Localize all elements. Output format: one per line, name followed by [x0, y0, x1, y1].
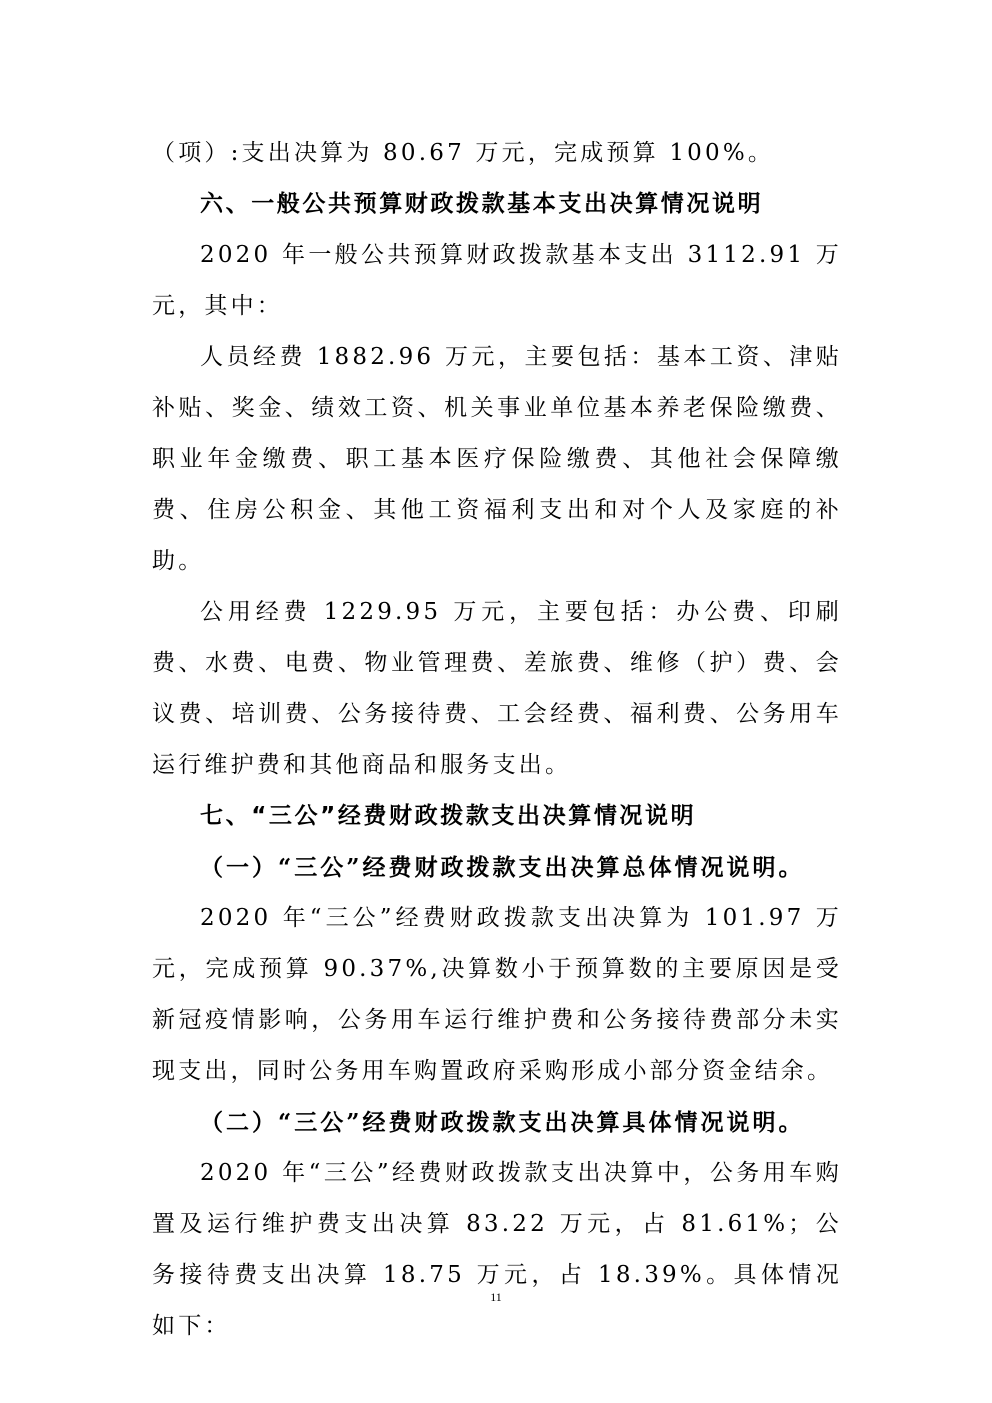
paragraph-three-public-detail: 2020 年“三公”经费财政拨款支出决算中，公务用车购置及运行维护费支出决算 83.22 万元，占 81.61%；公务接待费支出决算 18.75 万元，占 18.39%。具体情况如下： [152, 1160, 842, 1339]
paragraph-public-expenses: 公用经费 1229.95 万元，主要包括：办公费、印刷费、水费、电费、物业管理费、差旅费、维修（护）费、会议费、培训费、公务接待费、工会经费、福利费、公务用车运行维护费和其他商品和服务支出。 [152, 599, 842, 778]
paragraph-personnel-expenses: 人员经费 1882.96 万元，主要包括：基本工资、津贴补贴、奖金、绩效工资、机关事业单位基本养老保险缴费、职业年金缴费、职工基本医疗保险缴费、其他社会保障缴费、住房公积金、其他工资福利支出和对个人及家庭的补助。 [152, 344, 842, 574]
page-number: 11 [490, 1290, 502, 1304]
paragraph-basic-expenditure: 2020 年一般公共预算财政拨款基本支出 3112.91 万元，其中： [152, 242, 842, 319]
subsection-heading-1: （一）“三公”经费财政拨款支出决算总体情况说明。 [200, 854, 805, 881]
document-body [152, 128, 842, 1352]
paragraph-three-public-overall: 2020 年“三公”经费财政拨款支出决算为 101.97 万元，完成预算 90.37%,决算数小于预算数的主要原因是受新冠疫情影响，公务用车运行维护费和公务接待费部分未实现支出，同时公务用车购置政府采购形成小部分资金结余。 [152, 905, 842, 1084]
section-heading-6: 六、一般公共预算财政拨款基本支出决算情况说明 [200, 191, 764, 217]
paragraph-continuation: （项）:支出决算为 80.67 万元，完成预算 100%。 [152, 140, 775, 166]
subsection-heading-2: （二）“三公”经费财政拨款支出决算具体情况说明。 [200, 1109, 805, 1136]
section-heading-7: 七、“三公”经费财政拨款支出决算情况说明 [200, 803, 697, 829]
